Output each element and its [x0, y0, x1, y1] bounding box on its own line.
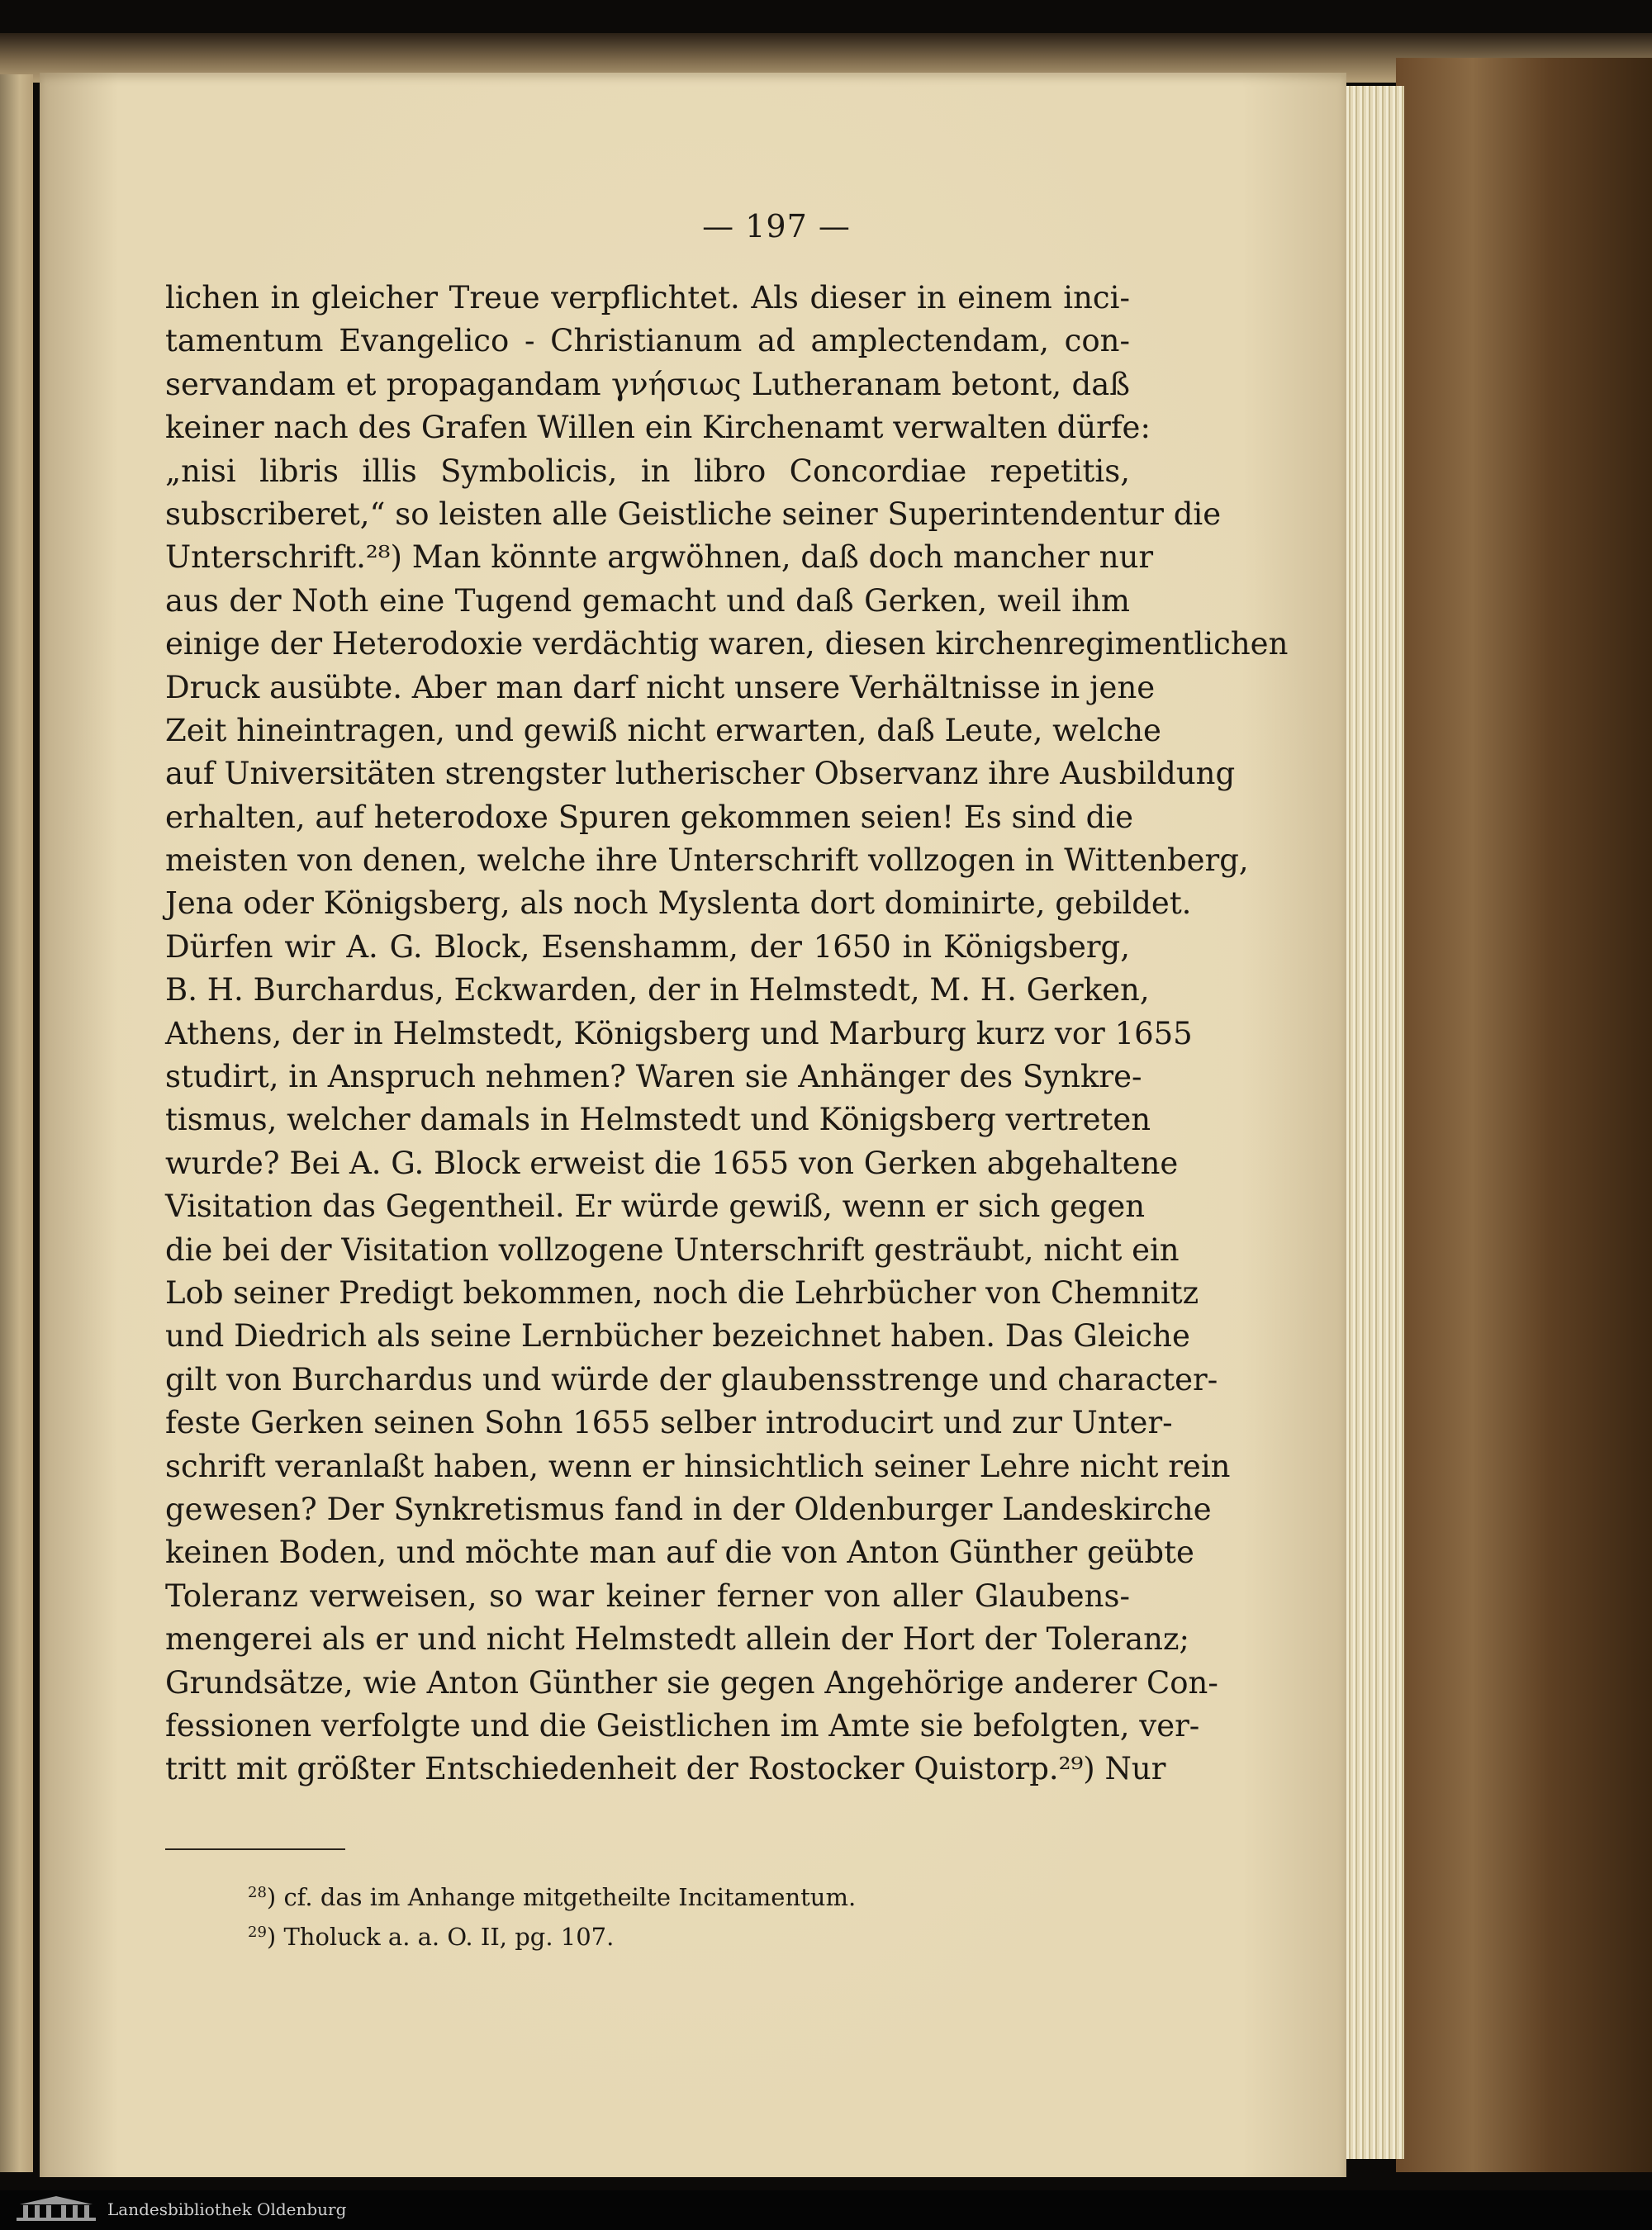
text-line: servandam et propagandam γνήσιως Lutheranam betont, daß	[165, 366, 1130, 402]
text-line: subscriberet,“ so leisten alle Geistliche seiner Superintendentur die	[165, 496, 1222, 532]
text-line: gilt von Burchardus und würde der glaubensstrenge und character-	[165, 1361, 1218, 1397]
text-line: schrift veranlaßt haben, wenn er hinsichtlich seiner Lehre nicht rein	[165, 1448, 1231, 1484]
text-line: auf Universitäten strengster lutherischer Observanz ihre Ausbildung	[165, 756, 1236, 792]
footnote-divider	[165, 1848, 345, 1850]
text-line: tismus, welcher damals in Helmstedt und Königsberg vertreten	[165, 1102, 1151, 1138]
text-line: fessionen verfolgte und die Geistlichen im Amte sie befolgten, ver-	[165, 1707, 1200, 1744]
text-line: Dürfen wir A. G. Block, Esenshamm, der 1650 in Königsberg,	[165, 928, 1130, 965]
text-line: meisten von denen, welche ihre Unterschrift vollzogen in Wittenberg,	[165, 842, 1249, 879]
text-line: erhalten, auf heterodoxe Spuren gekommen seien! Es sind die	[165, 799, 1134, 835]
text-line: B. H. Burchardus, Eckwarden, der in Helmstedt, M. H. Gerken,	[165, 972, 1150, 1008]
text-line: Unterschrift.²⁸) Man könnte argwöhnen, daß doch mancher nur	[165, 539, 1154, 576]
text-line: und Diedrich als seine Lernbücher bezeichnet haben. Das Gleiche	[165, 1318, 1190, 1355]
book-cover	[1396, 58, 1652, 2172]
text-line: Grundsätze, wie Anton Günther sie gegen Angehörige anderer Con-	[165, 1664, 1218, 1701]
library-name: Landesbibliothek Oldenburg	[107, 2199, 347, 2219]
text-line: aus der Noth eine Tugend gemacht und daß Gerken, weil ihm	[165, 582, 1130, 619]
text-line: keiner nach des Grafen Willen ein Kirchenamt verwalten dürfe:	[165, 410, 1151, 446]
text-line: studirt, in Anspruch nehmen? Waren sie Anhänger des Synkre-	[165, 1059, 1142, 1095]
text-line: „nisi libris illis Symbolicis, in libro Concordiae repetitis,	[165, 453, 1130, 489]
page-edges	[1346, 86, 1404, 2159]
text-line: Toleranz verweisen, so war keiner ferner von aller Glaubens-	[165, 1578, 1130, 1614]
left-page-edge	[0, 74, 33, 2172]
text-line: Druck ausübte. Aber man darf nicht unsere Verhältnisse in jene	[165, 669, 1156, 705]
text-line: gewesen? Der Synkretismus fand in der Oldenburger Landeskirche	[165, 1491, 1212, 1527]
footnote	[248, 1913, 1123, 1952]
text-line: tamentum Evangelico - Christianum ad amplectendam, con-	[165, 323, 1130, 359]
text-line: feste Gerken seinen Sohn 1655 selber introducirt und zur Unter-	[165, 1405, 1173, 1441]
library-building-icon	[15, 2194, 97, 2224]
text-line: wurde? Bei A. G. Block erweist die 1655 von Gerken abgehaltene	[165, 1145, 1179, 1181]
footnote	[248, 1873, 1123, 1913]
text-line: Lob seiner Predigt bekommen, noch die Lehrbücher von Chemnitz	[165, 1274, 1199, 1311]
text-line: Jena oder Königsberg, als noch Myslenta dort dominirte, gebildet.	[165, 885, 1192, 922]
footnote-text: ) Tholuck a. a. O. II, pg. 107.	[266, 1923, 615, 1951]
footnote-mark: 29	[248, 1924, 267, 1941]
text-line: tritt mit größter Entschiedenheit der Rostocker Quistorp.²⁹) Nur	[165, 1751, 1166, 1787]
text-line: lichen in gleicher Treue verpflichtet. Als dieser in einem inci-	[165, 280, 1130, 316]
footnotes	[248, 1873, 1123, 1952]
footnote-mark: 28	[248, 1884, 267, 1901]
text-line: einige der Heterodoxie verdächtig waren, diesen kirchenregimentlichen	[165, 626, 1289, 662]
text-line: Zeit hineintragen, und gewiß nicht erwarten, daß Leute, welche	[165, 712, 1161, 748]
text-line: Athens, der in Helmstedt, Königsberg und Marburg kurz vor 1655	[165, 1015, 1193, 1051]
text-line: keinen Boden, und möchte man auf die von Anton Günther geübte	[165, 1535, 1194, 1571]
text-line: Visitation das Gegentheil. Er würde gewiß, wenn er sich gegen	[165, 1189, 1146, 1225]
text-line: die bei der Visitation vollzogene Unterschrift gesträubt, nicht ein	[165, 1231, 1180, 1268]
text-line: mengerei als er und nicht Helmstedt allein der Hort der Toleranz;	[165, 1621, 1189, 1658]
body-text	[165, 277, 1289, 1791]
footnote-text: ) cf. das im Anhange mitgetheilte Incitamentum.	[266, 1883, 857, 1911]
page-number-header: — 197 —	[702, 208, 851, 244]
